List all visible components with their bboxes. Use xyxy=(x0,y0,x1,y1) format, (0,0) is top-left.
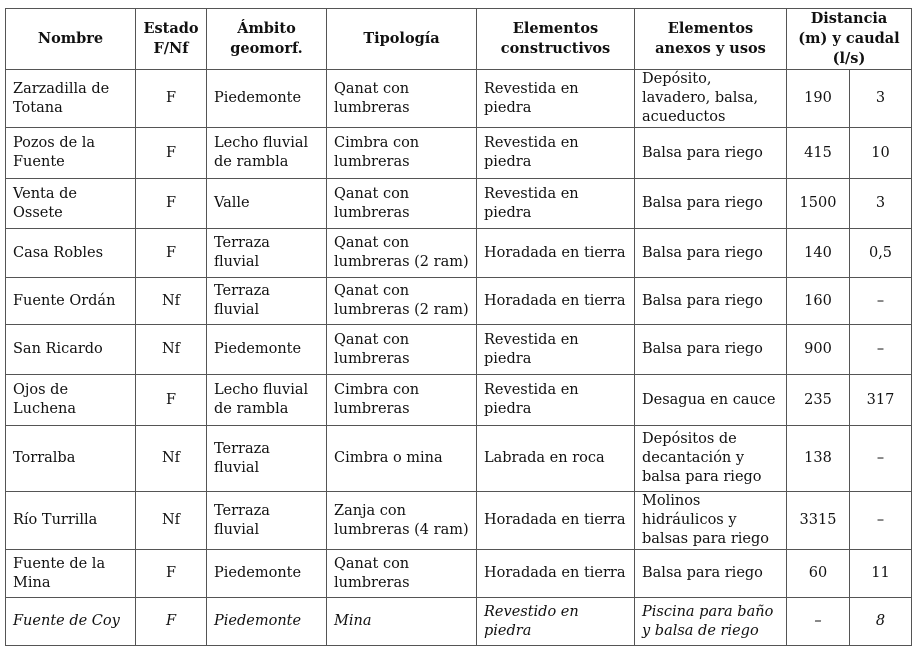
cell-estado: Nf xyxy=(136,492,207,550)
cell-tipologia: Cimbra o mina xyxy=(327,426,477,492)
table-row xyxy=(6,426,912,492)
cell-tipologia: Zanja con lumbreras (4 ram) xyxy=(327,492,477,550)
cell-distancia: 190 xyxy=(787,70,850,128)
cell-caudal: – xyxy=(850,325,912,375)
cell-tipologia: Qanat con lumbreras (2 ram) xyxy=(327,278,477,325)
cell-caudal: 317 xyxy=(850,375,912,426)
cell-nombre: Casa Robles xyxy=(6,229,136,278)
cell-tipologia: Cimbra con lumbreras xyxy=(327,128,477,179)
cell-elementos: Revestida en piedra xyxy=(477,70,635,128)
cell-caudal: – xyxy=(850,278,912,325)
cell-elementos: Horadada en tierra xyxy=(477,229,635,278)
cell-anexos: Balsa para riego xyxy=(635,278,787,325)
cell-caudal: 3 xyxy=(850,70,912,128)
cell-elementos: Revestida en piedra xyxy=(477,128,635,179)
cell-distancia: 60 xyxy=(787,550,850,598)
cell-estado: F xyxy=(136,70,207,128)
cell-estado: F xyxy=(136,375,207,426)
cell-nombre: Río Turrilla xyxy=(6,492,136,550)
cell-tipologia: Qanat con lumbreras xyxy=(327,179,477,229)
cell-estado: Nf xyxy=(136,426,207,492)
cell-distancia: – xyxy=(787,598,850,646)
cell-tipologia: Mina xyxy=(327,598,477,646)
cell-ambito: Terraza fluvial xyxy=(207,229,327,278)
cell-elementos: Revestida en piedra xyxy=(477,179,635,229)
cell-tipologia: Qanat con lumbreras xyxy=(327,550,477,598)
cell-nombre: Venta de Ossete xyxy=(6,179,136,229)
cell-estado: F xyxy=(136,179,207,229)
cell-distancia: 138 xyxy=(787,426,850,492)
table-row xyxy=(6,492,912,550)
cell-caudal: 0,5 xyxy=(850,229,912,278)
cell-nombre: Ojos de Luchena xyxy=(6,375,136,426)
cell-estado: F xyxy=(136,128,207,179)
cell-nombre: San Ricardo xyxy=(6,325,136,375)
table-row xyxy=(6,179,912,229)
cell-estado: Nf xyxy=(136,278,207,325)
header-tipologia: Tipología xyxy=(327,9,477,70)
cell-tipologia: Cimbra con lumbreras xyxy=(327,375,477,426)
cell-tipologia: Qanat con lumbreras xyxy=(327,325,477,375)
cell-anexos: Balsa para riego xyxy=(635,229,787,278)
cell-anexos: Piscina para baño y balsa de riego xyxy=(635,598,787,646)
cell-elementos: Revestido en piedra xyxy=(477,598,635,646)
cell-caudal: – xyxy=(850,492,912,550)
cell-nombre: Torralba xyxy=(6,426,136,492)
table-row xyxy=(6,325,912,375)
cell-estado: Nf xyxy=(136,325,207,375)
header-estado: Estado F/Nf xyxy=(136,9,207,70)
cell-distancia: 415 xyxy=(787,128,850,179)
cell-elementos: Horadada en tierra xyxy=(477,278,635,325)
cell-ambito: Piedemonte xyxy=(207,325,327,375)
cell-ambito: Terraza fluvial xyxy=(207,426,327,492)
cell-distancia: 1500 xyxy=(787,179,850,229)
cell-distancia: 3315 xyxy=(787,492,850,550)
cell-estado: F xyxy=(136,550,207,598)
cell-estado: F xyxy=(136,598,207,646)
cell-anexos: Balsa para riego xyxy=(635,550,787,598)
cell-tipologia: Qanat con lumbreras xyxy=(327,70,477,128)
cell-ambito: Piedemonte xyxy=(207,598,327,646)
cell-elementos: Horadada en tierra xyxy=(477,492,635,550)
cell-nombre: Fuente de la Mina xyxy=(6,550,136,598)
cell-elementos: Revestida en piedra xyxy=(477,375,635,426)
header-distancia-caudal: Distancia (m) y caudal (l/s) xyxy=(787,9,912,70)
cell-elementos: Revestida en piedra xyxy=(477,325,635,375)
qanat-table xyxy=(5,8,912,646)
cell-caudal: 10 xyxy=(850,128,912,179)
cell-distancia: 140 xyxy=(787,229,850,278)
cell-distancia: 900 xyxy=(787,325,850,375)
table-row xyxy=(6,229,912,278)
cell-anexos: Depósito, lavadero, balsa, acueductos xyxy=(635,70,787,128)
cell-caudal: – xyxy=(850,426,912,492)
cell-caudal: 8 xyxy=(850,598,912,646)
cell-tipologia: Qanat con lumbreras (2 ram) xyxy=(327,229,477,278)
cell-elementos: Horadada en tierra xyxy=(477,550,635,598)
cell-caudal: 3 xyxy=(850,179,912,229)
cell-estado: F xyxy=(136,229,207,278)
header-row xyxy=(6,9,912,70)
cell-anexos: Depósitos de decantación y balsa para riego xyxy=(635,426,787,492)
cell-distancia: 235 xyxy=(787,375,850,426)
cell-nombre: Fuente de Coy xyxy=(6,598,136,646)
header-nombre: Nombre xyxy=(6,9,136,70)
cell-ambito: Lecho fluvial de rambla xyxy=(207,375,327,426)
table-row xyxy=(6,70,912,128)
cell-anexos: Balsa para riego xyxy=(635,179,787,229)
cell-anexos: Balsa para riego xyxy=(635,325,787,375)
table-row xyxy=(6,375,912,426)
cell-nombre: Pozos de la Fuente xyxy=(6,128,136,179)
cell-ambito: Piedemonte xyxy=(207,70,327,128)
cell-anexos: Molinos hidráulicos y balsas para riego xyxy=(635,492,787,550)
cell-nombre: Fuente Ordán xyxy=(6,278,136,325)
cell-ambito: Lecho fluvial de rambla xyxy=(207,128,327,179)
cell-ambito: Terraza fluvial xyxy=(207,492,327,550)
cell-caudal: 11 xyxy=(850,550,912,598)
header-anexos: Elementos anexos y usos xyxy=(635,9,787,70)
cell-ambito: Terraza fluvial xyxy=(207,278,327,325)
table-row xyxy=(6,278,912,325)
cell-elementos: Labrada en roca xyxy=(477,426,635,492)
cell-anexos: Desagua en cauce xyxy=(635,375,787,426)
header-ambito: Ámbito geomorf. xyxy=(207,9,327,70)
table-row xyxy=(6,598,912,646)
cell-ambito: Valle xyxy=(207,179,327,229)
cell-nombre: Zarzadilla de Totana xyxy=(6,70,136,128)
cell-anexos: Balsa para riego xyxy=(635,128,787,179)
header-elementos: Elementos constructivos xyxy=(477,9,635,70)
table-row xyxy=(6,550,912,598)
cell-distancia: 160 xyxy=(787,278,850,325)
cell-ambito: Piedemonte xyxy=(207,550,327,598)
table-row xyxy=(6,128,912,179)
